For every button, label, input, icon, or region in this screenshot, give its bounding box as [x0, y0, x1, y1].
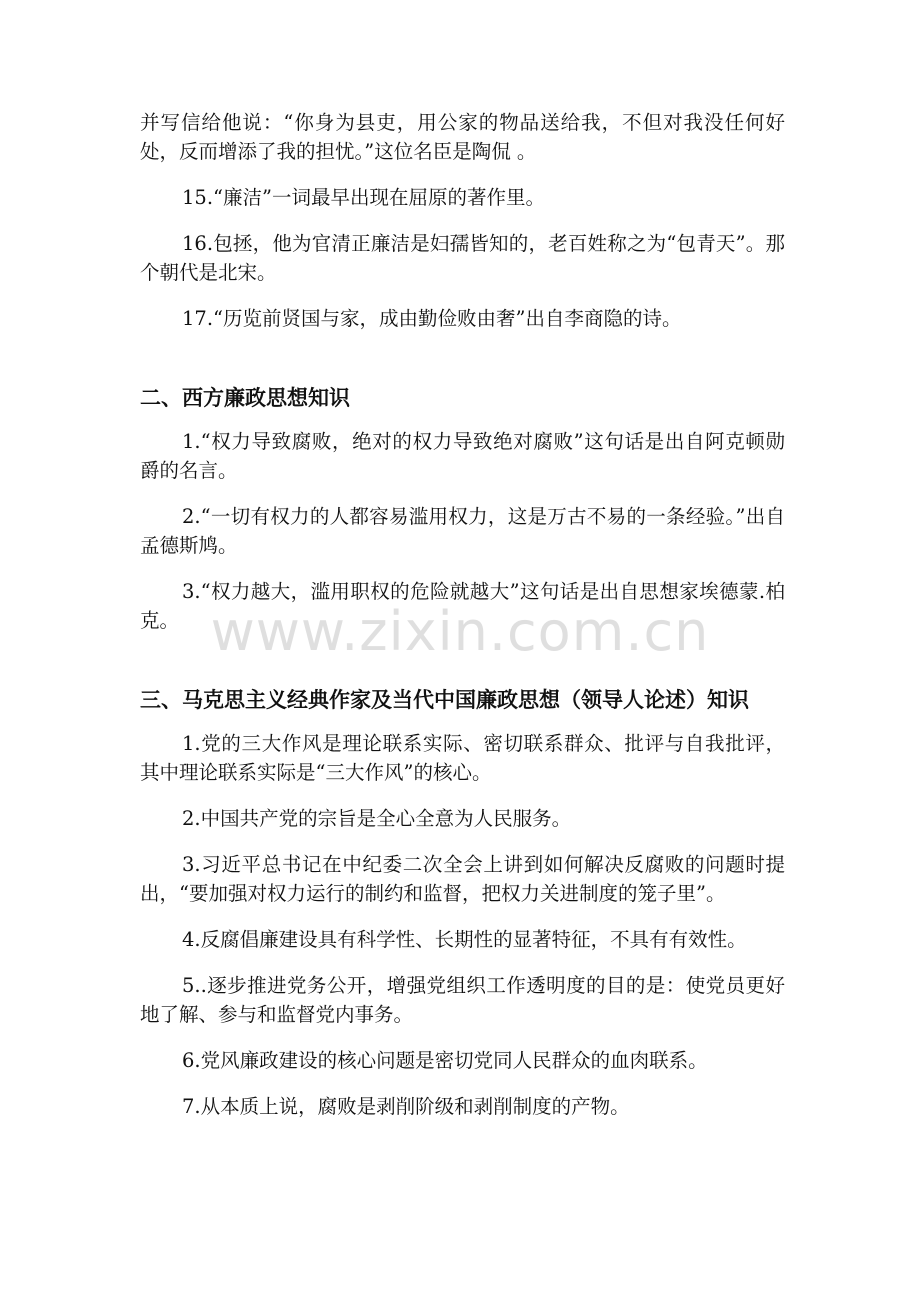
list-item: 17.“历览前贤国与家，成由勤俭败由奢”出自李商隐的诗。 — [182, 307, 682, 330]
watermark: www.zixin.com.cn — [210, 600, 710, 663]
section-heading-marxist: 三、马克思主义经典作家及当代中国廉政思想（领导人论述）知识 — [140, 688, 749, 712]
list-item: 1.党的三大作风是理论联系实际、密切联系群众、批评与自我批评，其中理论联系实际是“三大作风”的核心。 — [140, 732, 785, 784]
document-body — [140, 108, 785, 1138]
list-item: 1.“权力导致腐败，绝对的权力导致绝对腐败”这句话是出自阿克顿勋爵的名言。 — [140, 430, 785, 482]
intro-paragraph: 并写信给他说：“你身为县吏，用公家的物品送给我，不但对我没任何好处，反而增添了我的担忧。”这位名臣是陶侃 。 — [140, 111, 785, 163]
list-item: 16.包拯，他为官清正廉洁是妇孺皆知的，老百姓称之为“包青天”。那个朝代是北宋。 — [140, 232, 785, 284]
list-item: 15.“廉洁”一词最早出现在屈原的著作里。 — [182, 186, 545, 209]
list-item: 2.“一切有权力的人都容易滥用权力，这是万古不易的一条经验。”出自孟德斯鸠。 — [140, 505, 785, 557]
section-heading-western: 二、西方廉政思想知识 — [140, 386, 350, 410]
list-item: 3.“权力越大，滥用职权的危险就越大”这句话是出自思想家埃德蒙.柏克。 — [140, 580, 785, 632]
list-item: 2.中国共产党的宗旨是全心全意为人民服务。 — [182, 807, 572, 830]
list-item: 6.党风廉政建设的核心问题是密切党同人民群众的血肉联系。 — [182, 1049, 708, 1072]
list-item: 4.反腐倡廉建设具有科学性、长期性的显著特征，不具有有效性。 — [182, 928, 747, 951]
list-item: 5..逐步推进党务公开，增强党组织工作透明度的目的是：使党员更好地了解、参与和监督党内事务。 — [140, 974, 785, 1026]
list-item: 7.从本质上说，腐败是剥削阶级和剥削制度的产物。 — [182, 1095, 630, 1118]
list-item: 3.习近平总书记在中纪委二次全会上讲到如何解决反腐败的问题时提出，“要加强对权力运行的制约和监督，把权力关进制度的笼子里”。 — [140, 853, 785, 905]
